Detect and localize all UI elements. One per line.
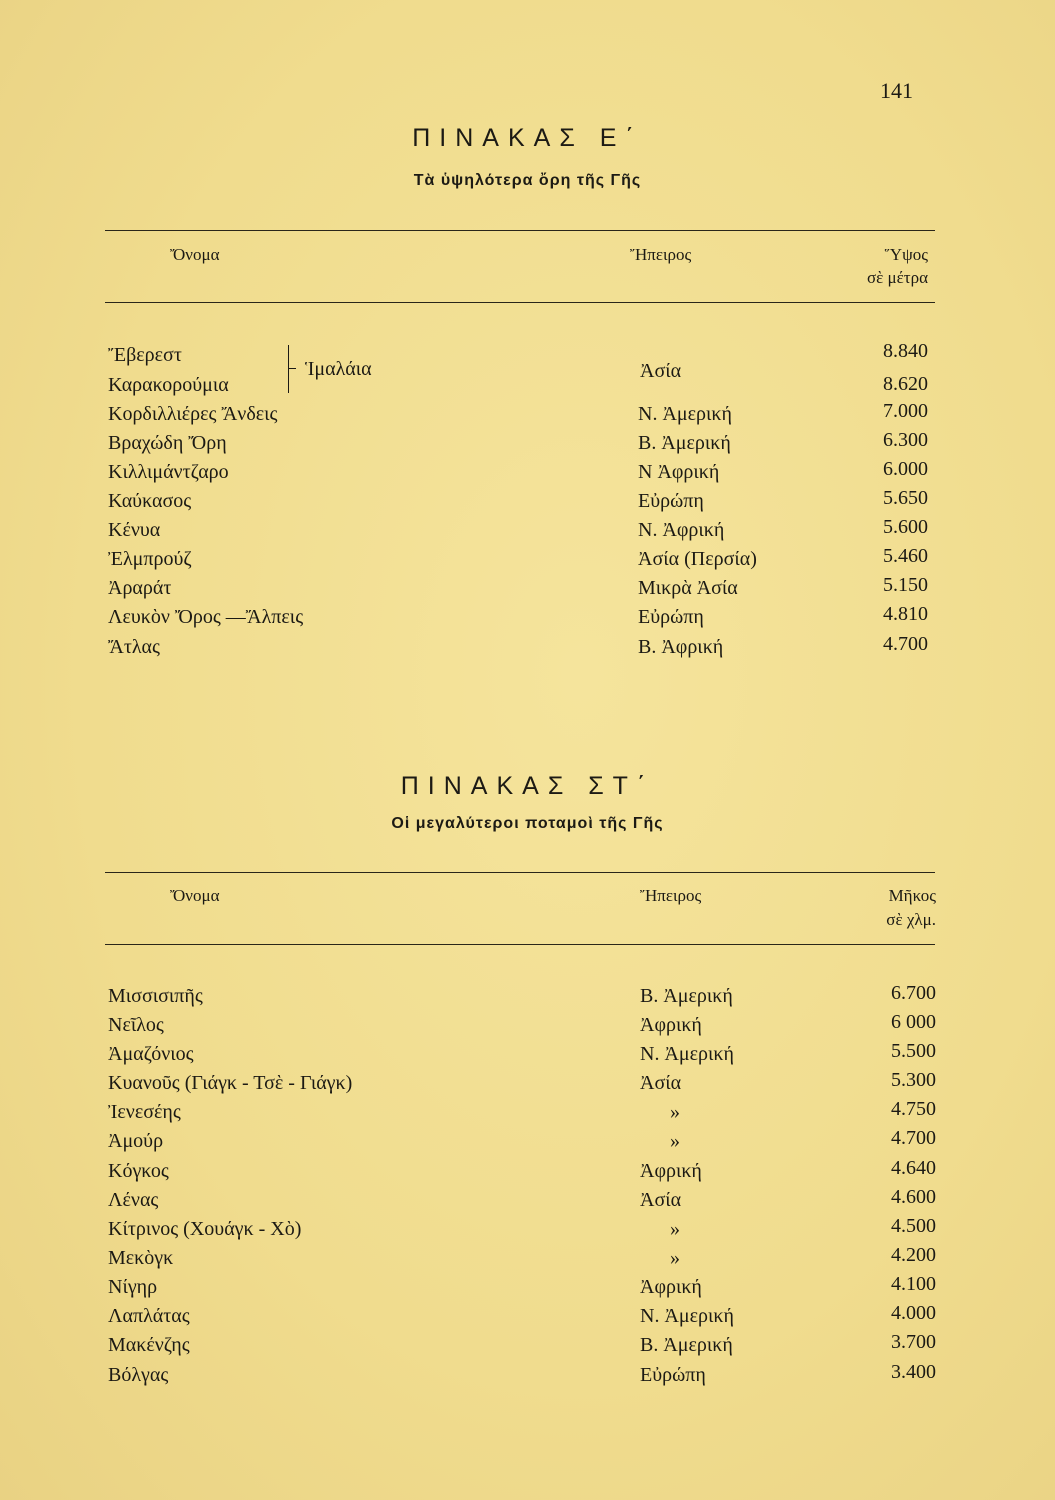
river-name: Κόγκος [108, 1160, 169, 1182]
river-continent: Ἀφρική [640, 1160, 702, 1182]
mountain-continent: Ν. Ἀφρική [638, 519, 725, 541]
river-continent: Ἀφρική [640, 1014, 702, 1036]
table-st-header-length: Μῆκος [888, 886, 936, 905]
mountain-height: 8.840 [883, 340, 928, 362]
mountain-name: Καρακορούμια [108, 374, 229, 396]
mountain-height: 4.700 [883, 633, 928, 655]
mountain-name: Ἔβερεστ [108, 344, 182, 366]
mountain-height: 7.000 [883, 400, 928, 422]
table-st-header-name: Ὄνομα [170, 886, 220, 905]
page-number: 141 [880, 78, 913, 103]
mountain-continent: Ν. Ἀμερική [638, 403, 732, 425]
river-continent: Ἀσία [640, 1072, 682, 1094]
river-length: 4.600 [891, 1186, 936, 1208]
mountain-continent: Β. Ἀμερική [638, 432, 731, 454]
river-continent: Ν. Ἀμερική [640, 1305, 734, 1327]
mountain-name: Κορδιλλιέρες Ἄνδεις [108, 403, 278, 425]
table-st-top-rule [105, 872, 935, 873]
table-st-subtitle: Οἱ μεγαλύτεροι ποταμοὶ τῆς Γῆς [391, 815, 664, 832]
river-name: Λένας [108, 1189, 159, 1211]
mountain-continent: Β. Ἀφρική [638, 636, 724, 658]
mountain-name: Κένυα [108, 519, 161, 541]
mountain-continent: Εὐρώπη [638, 490, 704, 512]
mountain-height: 6.300 [883, 429, 928, 451]
river-continent: » [670, 1130, 680, 1152]
river-length: 4.640 [891, 1157, 936, 1179]
river-length: 4.500 [891, 1215, 936, 1237]
river-length: 5.300 [891, 1069, 936, 1091]
river-name: Ἰενεσέης [108, 1101, 181, 1123]
table-e-header-height: Ὕψος [884, 245, 928, 264]
mountain-name: Ἄτλας [108, 636, 160, 658]
mountain-continent: Ἀσία (Περσία) [638, 548, 757, 570]
table-e-header-continent: Ἤπειρος [630, 245, 692, 264]
himalaya-brace-tick [288, 368, 296, 369]
river-name: Λαπλάτας [108, 1305, 190, 1327]
himalaya-label: Ἱμαλάια [305, 358, 372, 380]
river-name: Βόλγας [108, 1364, 169, 1386]
river-length: 3.400 [891, 1361, 936, 1383]
mountain-continent: Μικρὰ Ἀσία [638, 577, 738, 599]
table-e-header-height-unit: σὲ μέτρα [866, 268, 928, 287]
table-e-title: ΠΙΝΑΚΑΣ Ε΄ [412, 124, 643, 152]
mountain-height: 5.650 [883, 487, 928, 509]
himalaya-continent: Ἀσία [640, 360, 682, 382]
mountain-name: Κιλλιμάντζαρο [108, 461, 229, 483]
river-name: Νεῖλος [108, 1014, 164, 1036]
river-length: 4.000 [891, 1302, 936, 1324]
river-continent: Β. Ἀμερική [640, 1334, 733, 1356]
river-name: Ἀμούρ [108, 1130, 164, 1152]
river-continent: Ἀσία [640, 1189, 682, 1211]
river-continent: Ἀφρική [640, 1276, 702, 1298]
river-name: Μισσισιπῆς [108, 985, 203, 1007]
table-st-header-rule [105, 944, 935, 945]
mountain-continent: Εὐρώπη [638, 606, 704, 628]
mountain-name: Ἐλμπρούζ [108, 548, 192, 570]
river-length: 6 000 [891, 1011, 936, 1033]
river-continent: » [670, 1247, 680, 1269]
river-name: Μεκὸγκ [108, 1247, 174, 1269]
river-length: 6.700 [891, 982, 936, 1004]
table-e-top-rule [105, 230, 935, 231]
mountain-name: Βραχώδη Ὄρη [108, 432, 227, 454]
table-e-subtitle: Τὰ ὑψηλότερα ὄρη τῆς Γῆς [413, 172, 642, 189]
river-name: Ἀμαζόνιος [108, 1043, 194, 1065]
table-e-header-rule [105, 302, 935, 303]
table-e-header-name: Ὄνομα [170, 245, 220, 264]
river-name: Μακένζης [108, 1334, 190, 1356]
mountain-name: Λευκὸν Ὄρος —Ἄλπεις [108, 606, 304, 628]
river-continent: » [670, 1218, 680, 1240]
mountain-name: Ἀραράτ [108, 577, 172, 599]
river-length: 3.700 [891, 1331, 936, 1353]
mountain-height: 5.150 [883, 574, 928, 596]
river-length: 4.200 [891, 1244, 936, 1266]
river-continent: Εὐρώπη [640, 1364, 706, 1386]
river-name: Κίτρινος (Χουάγκ - Χὸ) [108, 1218, 302, 1240]
river-length: 5.500 [891, 1040, 936, 1062]
river-continent: Ν. Ἀμερική [640, 1043, 734, 1065]
mountain-height: 8.620 [883, 373, 928, 395]
river-length: 4.700 [891, 1127, 936, 1149]
himalaya-brace [282, 345, 289, 393]
river-length: 4.100 [891, 1273, 936, 1295]
table-st-title: ΠΙΝΑΚΑΣ ΣΤ΄ [400, 772, 655, 800]
mountain-height: 4.810 [883, 603, 928, 625]
mountain-height: 6.000 [883, 458, 928, 480]
mountain-height: 5.600 [883, 516, 928, 538]
mountain-continent: Ν Ἀφρική [638, 461, 720, 483]
mountain-height: 5.460 [883, 545, 928, 567]
river-length: 4.750 [891, 1098, 936, 1120]
table-st-header-continent: Ἤπειρος [640, 886, 702, 905]
mountain-name: Καύκασος [108, 490, 192, 512]
river-name: Νίγηρ [108, 1276, 158, 1298]
river-continent: Β. Ἀμερική [640, 985, 733, 1007]
table-st-header-length-unit: σὲ χλμ. [886, 910, 936, 929]
river-name: Κυανοῦς (Γιάγκ - Τσὲ - Γιάγκ) [108, 1072, 353, 1094]
river-continent: » [670, 1101, 680, 1123]
